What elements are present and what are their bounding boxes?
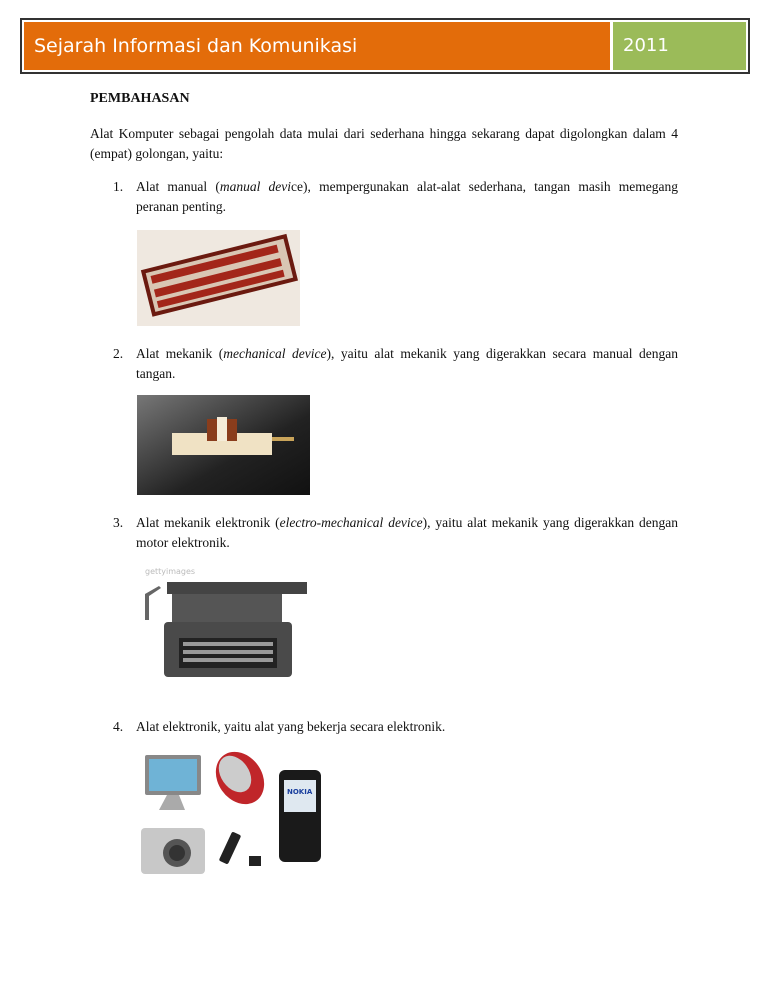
- phone-brand: NOKIA: [287, 788, 313, 796]
- item-number: 1.: [113, 179, 124, 194]
- item-number: 2.: [113, 346, 124, 361]
- item-text: Alat manual (: [136, 179, 220, 194]
- mechanical-calculator-image: [137, 395, 310, 495]
- abacus-image: [137, 230, 300, 326]
- list-item: [113, 513, 678, 552]
- item-text: Alat mekanik elektronik (: [136, 515, 280, 530]
- item-text: Alat mekanik (: [136, 346, 224, 361]
- item-text-rest: ce), mempergunakan alat-alat sederhana, tangan masih memegang peranan penting.: [136, 179, 678, 214]
- list-item: [113, 177, 678, 216]
- document-header: [20, 18, 750, 74]
- item-text: Alat elektronik, yaitu alat yang bekerja secara elektronik.: [136, 719, 446, 734]
- item-text-rest: ), yaitu alat mekanik yang digerakkan dengan motor elektronik.: [136, 515, 678, 550]
- header-year: 2011: [613, 22, 746, 70]
- typewriter-image: [137, 560, 312, 685]
- item-text-rest: ), yaitu alat mekanik yang digerakkan secara manual dengan tangan.: [136, 346, 678, 381]
- electronic-devices-image: [137, 750, 327, 880]
- item-term: electro-mechanical device: [279, 515, 423, 530]
- watermark: gettyimages: [145, 567, 196, 576]
- item-term: mechanical device: [223, 346, 327, 361]
- list-item: [113, 717, 678, 737]
- intro-paragraph: Alat Komputer sebagai pengolah data mulai dari sederhana hingga sekarang dapat digolongkan dalam 4 (empat) golongan, yaitu:: [90, 126, 678, 161]
- header-title: Sejarah Informasi dan Komunikasi: [24, 22, 610, 70]
- item-number: 3.: [113, 515, 124, 530]
- list-item: [113, 344, 678, 383]
- item-term: manual devi: [219, 179, 292, 194]
- section-heading: PEMBAHASAN: [90, 91, 190, 106]
- item-number: 4.: [113, 719, 124, 734]
